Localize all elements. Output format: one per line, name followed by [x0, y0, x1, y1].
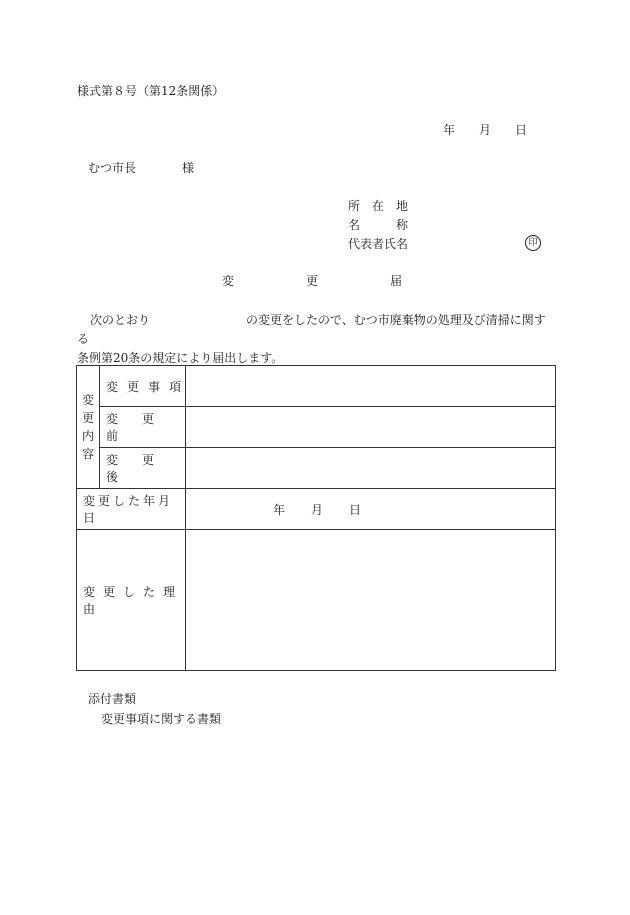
group-label-char: 内: [81, 429, 94, 443]
group-label-char: 容: [81, 447, 94, 461]
address-label: 所 在 地: [348, 199, 409, 213]
addressee-name: むつ市長: [88, 161, 137, 175]
group-label-change-content: [77, 366, 100, 489]
table-row: [77, 489, 556, 530]
label-change-date: 変更した年月日: [77, 489, 186, 530]
body-text: [77, 311, 557, 368]
label-char: 事: [148, 379, 161, 394]
label-char: 変: [106, 412, 119, 426]
date-month: 月: [479, 123, 492, 137]
label-char: 後: [106, 470, 119, 484]
label-char: 更: [127, 379, 140, 394]
body-line1-before: 次のとおり: [90, 313, 151, 327]
group-label-char: 更: [81, 411, 94, 425]
value-before-change[interactable]: [186, 407, 556, 448]
table-row: [77, 366, 556, 407]
label-char: 変: [106, 379, 119, 394]
change-date-year: 年: [273, 502, 286, 517]
label-char: 更: [142, 453, 155, 467]
table-row: [77, 407, 556, 448]
representative-row: [348, 237, 408, 256]
change-date-month: 月: [311, 502, 324, 517]
label-after-change: [100, 448, 186, 489]
attachment-item: 変更事項に関する書類: [101, 712, 222, 726]
seal-mark: 印: [525, 235, 541, 251]
label-change-item: [100, 366, 186, 407]
submission-date: [443, 123, 527, 137]
value-change-reason[interactable]: [186, 530, 556, 671]
date-year: 年: [443, 123, 456, 137]
date-day: 日: [515, 123, 528, 137]
attachments-title: 添付書類: [88, 692, 137, 706]
label-char: 前: [106, 429, 119, 443]
label-before-change: [100, 407, 186, 448]
value-after-change[interactable]: [186, 448, 556, 489]
value-change-item[interactable]: [186, 366, 556, 407]
change-table: [76, 365, 556, 671]
document-title: [222, 274, 402, 288]
body-line1-after: の変更をしたので、むつ市廃棄物の処理及び清掃に関する: [77, 313, 546, 346]
group-label-char: 変: [81, 393, 94, 407]
title-char-1: 変: [222, 274, 235, 288]
form-number: 様式第８号（第12条関係）: [77, 84, 225, 98]
name-row: [348, 218, 408, 237]
label-char: 項: [169, 379, 182, 394]
applicant-block: [348, 199, 408, 256]
table-row: [77, 530, 556, 671]
addressee: [88, 161, 194, 175]
table-row: [77, 448, 556, 489]
body-line2: 条例第20条の規定により届出します。: [77, 351, 284, 365]
representative-label: 代表者氏名: [348, 237, 409, 251]
addressee-honorific: 様: [182, 161, 195, 175]
name-label: 名 称: [348, 218, 409, 232]
label-char: 変: [106, 453, 119, 467]
change-date-day: 日: [349, 502, 362, 517]
label-change-reason: 変更した理由: [77, 530, 186, 671]
address-row: [348, 199, 408, 218]
value-change-date[interactable]: [186, 489, 556, 530]
label-char: 更: [142, 412, 155, 426]
title-char-2: 更: [306, 274, 319, 288]
title-char-3: 届: [390, 274, 403, 288]
